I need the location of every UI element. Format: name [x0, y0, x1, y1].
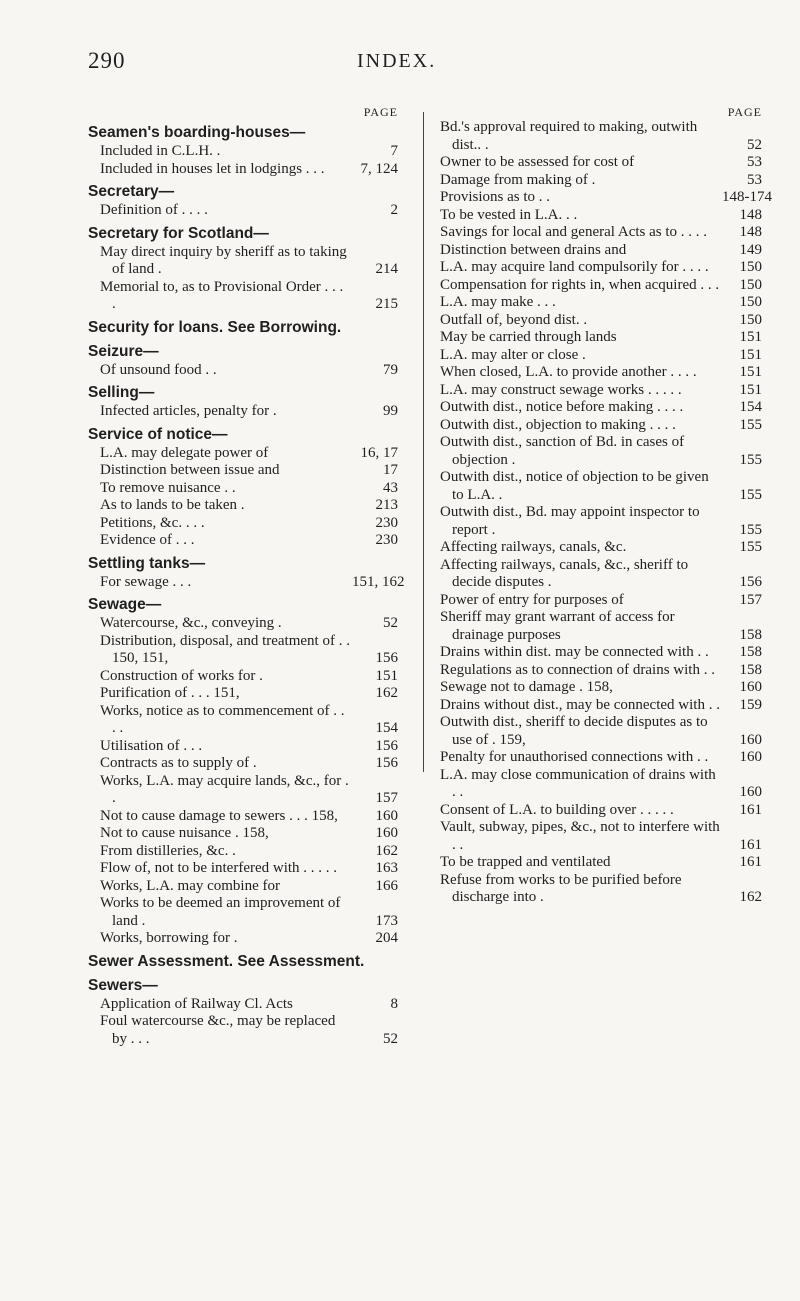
- page-reference: 150: [739, 259, 762, 275]
- subentry-text: Outwith dist., sheriff to decide disputes as to use of . 159,: [440, 714, 708, 748]
- subentry-text: May be carried through lands: [440, 329, 617, 345]
- index-subentry: [88, 515, 398, 533]
- index-subentry: [88, 738, 398, 756]
- subentry-text: Distribution, disposal, and treatment of . . 150, 151,: [100, 632, 350, 666]
- page-reference: 150: [739, 311, 762, 328]
- index-subentry: [440, 242, 762, 260]
- index-subentry: [88, 244, 398, 279]
- subentry-text: Sewage not to damage . 158,: [440, 679, 613, 695]
- page-column-label: PAGE: [727, 105, 762, 119]
- page-number: 290: [88, 48, 126, 73]
- subentry-text: Outfall of, beyond dist. .: [440, 311, 588, 328]
- index-subentry: [440, 294, 762, 312]
- index-subentry: [88, 615, 398, 633]
- page-reference: 162: [375, 685, 398, 701]
- index-subentry: [88, 685, 398, 703]
- index-subentry: [88, 480, 398, 498]
- subentry-text: May direct inquiry by sheriff as to taking of land .: [100, 243, 347, 277]
- index-subentry: [440, 854, 762, 872]
- subentry-text: Distinction between issue and: [100, 462, 280, 478]
- subentry-text: Not to cause damage to sewers . . . 158,: [100, 807, 338, 824]
- subentry-text: L.A. may delegate power of: [100, 444, 269, 461]
- index-subentry: [88, 755, 398, 773]
- index-subentry: [440, 504, 762, 539]
- subentry-text: L.A. may close communication of drains with . .: [440, 766, 716, 800]
- index-column-left: [88, 105, 405, 1048]
- subentry-text: As to lands to be taken .: [100, 497, 245, 513]
- index-subentry: [88, 362, 398, 380]
- index-subentry: [88, 462, 398, 480]
- index-subentry: [88, 445, 398, 463]
- page-reference: 155: [739, 451, 762, 468]
- page-reference: 43: [383, 479, 398, 496]
- index-subentry: [88, 825, 398, 843]
- index-entry: [88, 318, 398, 338]
- page-reference: 151: [739, 364, 762, 380]
- subentry-text: To be vested in L.A. . .: [440, 206, 578, 223]
- page-reference: 160: [375, 825, 398, 841]
- page-reference: 148: [739, 206, 762, 223]
- page-reference: 204: [375, 930, 398, 946]
- index-subentry: [440, 819, 762, 854]
- index-subentry: [440, 802, 762, 820]
- subentry-text: Application of Railway Cl. Acts: [100, 995, 293, 1012]
- index-subentry: [440, 259, 762, 277]
- page-reference: 151: [375, 667, 398, 684]
- page-reference: 163: [375, 860, 398, 876]
- subentry-text: Not to cause nuisance . 158,: [100, 825, 269, 841]
- page-reference: 7, 124: [360, 160, 398, 177]
- index-subentry: [440, 417, 762, 435]
- subentry-text: Regulations as to connection of drains with . .: [440, 661, 715, 678]
- index-subentry: [440, 172, 762, 190]
- page-reference: 148-174: [722, 189, 772, 205]
- index-entry: [88, 976, 398, 1049]
- page-reference: 2: [390, 202, 398, 218]
- index-subentry: [88, 573, 405, 592]
- entry-heading: Secretary for Scotland—: [88, 224, 269, 242]
- subentry-text: Affecting railways, canals, &c., sheriff to decide disputes .: [440, 556, 689, 590]
- index-subentry: [440, 189, 772, 207]
- page-reference: 99: [383, 403, 398, 419]
- page-reference: 162: [739, 889, 762, 905]
- entry-heading: Sewage—: [88, 596, 162, 613]
- index-subentry: [440, 382, 762, 400]
- page-reference: 148: [739, 224, 762, 240]
- subentry-text: Infected articles, penalty for .: [100, 403, 277, 419]
- page-reference: 53: [747, 171, 762, 188]
- index-column-right: [440, 105, 772, 907]
- index-subentry: [88, 668, 398, 686]
- index-subentry: [88, 532, 398, 550]
- index-subentry: [88, 808, 398, 826]
- page-reference: 166: [375, 877, 398, 894]
- index-subentry: [440, 119, 762, 154]
- page-reference: 160: [739, 749, 762, 765]
- page-reference: 155: [739, 486, 762, 503]
- index-subentry: [440, 277, 762, 295]
- index-subentry: [88, 860, 398, 878]
- subentry-text: Affecting railways, canals, &c.: [440, 539, 627, 555]
- index-subentry: [88, 279, 398, 314]
- page-reference: 159: [739, 696, 762, 713]
- page-column-label: PAGE: [363, 105, 398, 119]
- index-subentry: [88, 161, 398, 179]
- subentry-text: Evidence of . . .: [100, 532, 195, 548]
- index-subentry: [440, 434, 762, 469]
- index-entry: [88, 425, 398, 550]
- index-subentry: [88, 878, 398, 896]
- index-subentry: [440, 872, 762, 907]
- index-subentry: [88, 703, 398, 738]
- entry-heading: Seizure—: [88, 342, 159, 360]
- index-subentry: [88, 930, 398, 948]
- subentry-text: Petitions, &c. . . .: [100, 514, 205, 531]
- entry-heading: Security for loans. See Borrowing.: [88, 318, 342, 336]
- page-reference: 17: [383, 462, 398, 478]
- page-reference: 149: [739, 241, 762, 258]
- index-subentry: [88, 143, 398, 161]
- index-subentry: [88, 403, 398, 421]
- page-reference: 156: [375, 650, 398, 666]
- page-reference: 79: [383, 361, 398, 378]
- page-title: INDEX.: [357, 50, 437, 72]
- subentry-text: Penalty for unauthorised connections with . .: [440, 749, 709, 765]
- subentry-text: Definition of . . . .: [100, 202, 208, 218]
- page-reference: 230: [375, 532, 398, 548]
- subentry-text: Vault, subway, pipes, &c., not to interfere with . .: [440, 819, 720, 853]
- page-reference: 161: [739, 836, 762, 853]
- index-subentry: [440, 154, 762, 172]
- column-divider: [423, 112, 424, 772]
- subentry-text: Outwith dist., sanction of Bd. in cases of objection .: [440, 434, 685, 468]
- subentry-text: Foul watercourse &c., may be replaced by . . .: [100, 1013, 336, 1047]
- page-reference: 8: [390, 995, 398, 1012]
- page-reference: 52: [747, 136, 762, 153]
- subentry-text: Purification of . . . 151,: [100, 685, 240, 701]
- entry-heading: Seamen's boarding-houses—: [88, 124, 306, 141]
- index-subentry: [88, 895, 398, 930]
- index-subentry: [440, 469, 762, 504]
- subentry-text: Owner to be assessed for cost of: [440, 154, 635, 170]
- subentry-text: Watercourse, &c., conveying .: [100, 615, 282, 631]
- page-reference: 160: [739, 679, 762, 695]
- page-reference: 160: [739, 784, 762, 800]
- subentry-text: Memorial to, as to Provisional Order . . . .: [100, 278, 344, 312]
- subentry-text: When closed, L.A. to provide another . . . .: [440, 364, 697, 380]
- subentry-text: To remove nuisance . .: [100, 479, 236, 496]
- index-subentry: [440, 329, 762, 347]
- page-reference: 160: [739, 731, 762, 748]
- index-subentry: [440, 644, 762, 662]
- page-reference: 160: [375, 807, 398, 824]
- subentry-text: Construction of works for .: [100, 667, 263, 684]
- index-subentry: [440, 749, 762, 767]
- page-reference: 155: [739, 521, 762, 538]
- index-subentry: [440, 679, 762, 697]
- page-reference: 158: [739, 626, 762, 643]
- index-subentry: [440, 592, 762, 610]
- page-reference: 213: [375, 497, 398, 513]
- subentry-text: Utilisation of . . .: [100, 737, 203, 754]
- subentry-text: Distinction between drains and: [440, 241, 627, 258]
- entry-heading: Service of notice—: [88, 425, 228, 443]
- index-entry: [88, 595, 398, 948]
- page-reference: 7: [390, 143, 398, 159]
- page-reference: 154: [739, 399, 762, 415]
- entry-heading: Settling tanks—: [88, 554, 206, 572]
- page-reference: 215: [375, 296, 398, 312]
- subentry-text: Bd.'s approval required to making, outwith dist.. .: [440, 119, 698, 153]
- subentry-text: L.A. may acquire land compulsorily for . . . .: [440, 259, 709, 275]
- index-subentry: [88, 202, 398, 220]
- index-subentry: [440, 364, 762, 382]
- subentry-text: Provisions as to . .: [440, 189, 551, 205]
- subentry-text: For sewage . . .: [100, 573, 192, 590]
- subentry-text: Works, L.A. may combine for: [100, 877, 280, 894]
- index-subentry: [88, 1013, 398, 1048]
- subentry-text: Drains without dist., may be connected with . .: [440, 696, 720, 713]
- index-entry: [88, 554, 405, 592]
- subentry-text: To be trapped and ventilated: [440, 854, 611, 870]
- subentry-text: From distilleries, &c. .: [100, 842, 236, 859]
- page-reference: 162: [375, 842, 398, 859]
- page-reference: 150: [739, 294, 762, 310]
- index-subentry: [88, 773, 398, 808]
- index-subentry: [440, 557, 762, 592]
- index-subentry: [440, 399, 762, 417]
- subentry-text: Works, borrowing for .: [100, 930, 238, 946]
- subentry-text: Included in C.L.H. .: [100, 143, 221, 159]
- index-subentry: [88, 996, 398, 1014]
- subentry-text: Sheriff may grant warrant of access for drainage purposes: [440, 609, 675, 643]
- subentry-text: Refuse from works to be purified before discharge into .: [440, 871, 682, 905]
- subentry-text: Works, notice as to commencement of . . . .: [100, 702, 345, 736]
- index-subentry: [88, 497, 398, 515]
- page-reference: 151: [739, 346, 762, 363]
- page-reference: 151, 162: [352, 573, 405, 590]
- page-reference: 155: [739, 416, 762, 433]
- index-entry: [88, 182, 398, 220]
- subentry-text: Savings for local and general Acts as to . . . .: [440, 224, 708, 240]
- subentry-text: Power of entry for purposes of: [440, 591, 624, 608]
- subentry-text: Works, L.A. may acquire lands, &c., for . .: [100, 772, 349, 806]
- entry-heading: Sewer Assessment. See Assessment.: [88, 952, 365, 970]
- index-entry: [88, 123, 398, 178]
- page-reference: 157: [375, 790, 398, 806]
- subentry-text: L.A. may construct sewage works . . . . .: [440, 381, 682, 398]
- page-reference: 155: [739, 539, 762, 555]
- page-reference: 158: [739, 661, 762, 678]
- subentry-text: Outwith dist., notice of objection to be given to L.A. .: [440, 469, 709, 503]
- index-subentry: [440, 312, 762, 330]
- subentry-text: Outwith dist., objection to making . . . .: [440, 416, 676, 433]
- index-subentry: [440, 714, 762, 749]
- subentry-text: Contracts as to supply of .: [100, 755, 257, 771]
- page-reference: 157: [739, 591, 762, 608]
- index-entry: [88, 383, 398, 421]
- index-entry: [88, 342, 398, 380]
- subentry-text: Outwith dist., Bd. may appoint inspector to report .: [440, 504, 700, 538]
- subentry-text: Flow of, not to be interfered with . . . . .: [100, 860, 338, 876]
- page-reference: 53: [747, 154, 762, 170]
- page-reference: 161: [739, 854, 762, 870]
- subentry-text: Works to be deemed an improvement of land .: [100, 895, 341, 929]
- index-entry: [88, 952, 398, 972]
- page-reference: 151: [739, 381, 762, 398]
- index-subentry: [440, 224, 762, 242]
- index-subentry: [88, 843, 398, 861]
- subentry-text: Of unsound food . .: [100, 361, 217, 378]
- index-subentry: [440, 767, 762, 802]
- entry-heading: Selling—: [88, 384, 155, 401]
- subentry-text: Included in houses let in lodgings . . .: [100, 160, 325, 177]
- subentry-text: Consent of L.A. to building over . . . . .: [440, 801, 674, 818]
- index-subentry: [440, 609, 762, 644]
- page-reference: 156: [375, 737, 398, 754]
- page-reference: 156: [739, 574, 762, 590]
- page-reference: 52: [383, 615, 398, 631]
- page-reference: 16, 17: [360, 444, 398, 461]
- page-reference: 156: [375, 755, 398, 771]
- index-subentry: [88, 633, 398, 668]
- index-entry: [88, 224, 398, 314]
- page-reference: 154: [375, 720, 398, 736]
- entry-heading: Sewers—: [88, 976, 158, 994]
- subentry-text: Compensation for rights in, when acquired . . .: [440, 276, 720, 293]
- subentry-text: L.A. may alter or close .: [440, 346, 586, 363]
- subentry-text: Drains within dist. may be connected with . .: [440, 644, 709, 660]
- page-reference: 151: [739, 329, 762, 345]
- page-reference: 150: [739, 276, 762, 293]
- index-subentry: [440, 347, 762, 365]
- index-subentry: [440, 539, 762, 557]
- page-reference: 52: [383, 1030, 398, 1047]
- subentry-text: L.A. may make . . .: [440, 294, 556, 310]
- entry-heading: Secretary—: [88, 183, 175, 200]
- index-subentry: [440, 207, 762, 225]
- subentry-text: Damage from making of .: [440, 171, 596, 188]
- index-subentry: [440, 697, 762, 715]
- page-reference: 173: [375, 912, 398, 929]
- subentry-text: Outwith dist., notice before making . . . .: [440, 399, 684, 415]
- page-reference: 161: [739, 801, 762, 818]
- page-reference: 214: [375, 261, 398, 277]
- page-reference: 158: [739, 644, 762, 660]
- page-reference: 230: [375, 514, 398, 531]
- index-subentry: [440, 662, 762, 680]
